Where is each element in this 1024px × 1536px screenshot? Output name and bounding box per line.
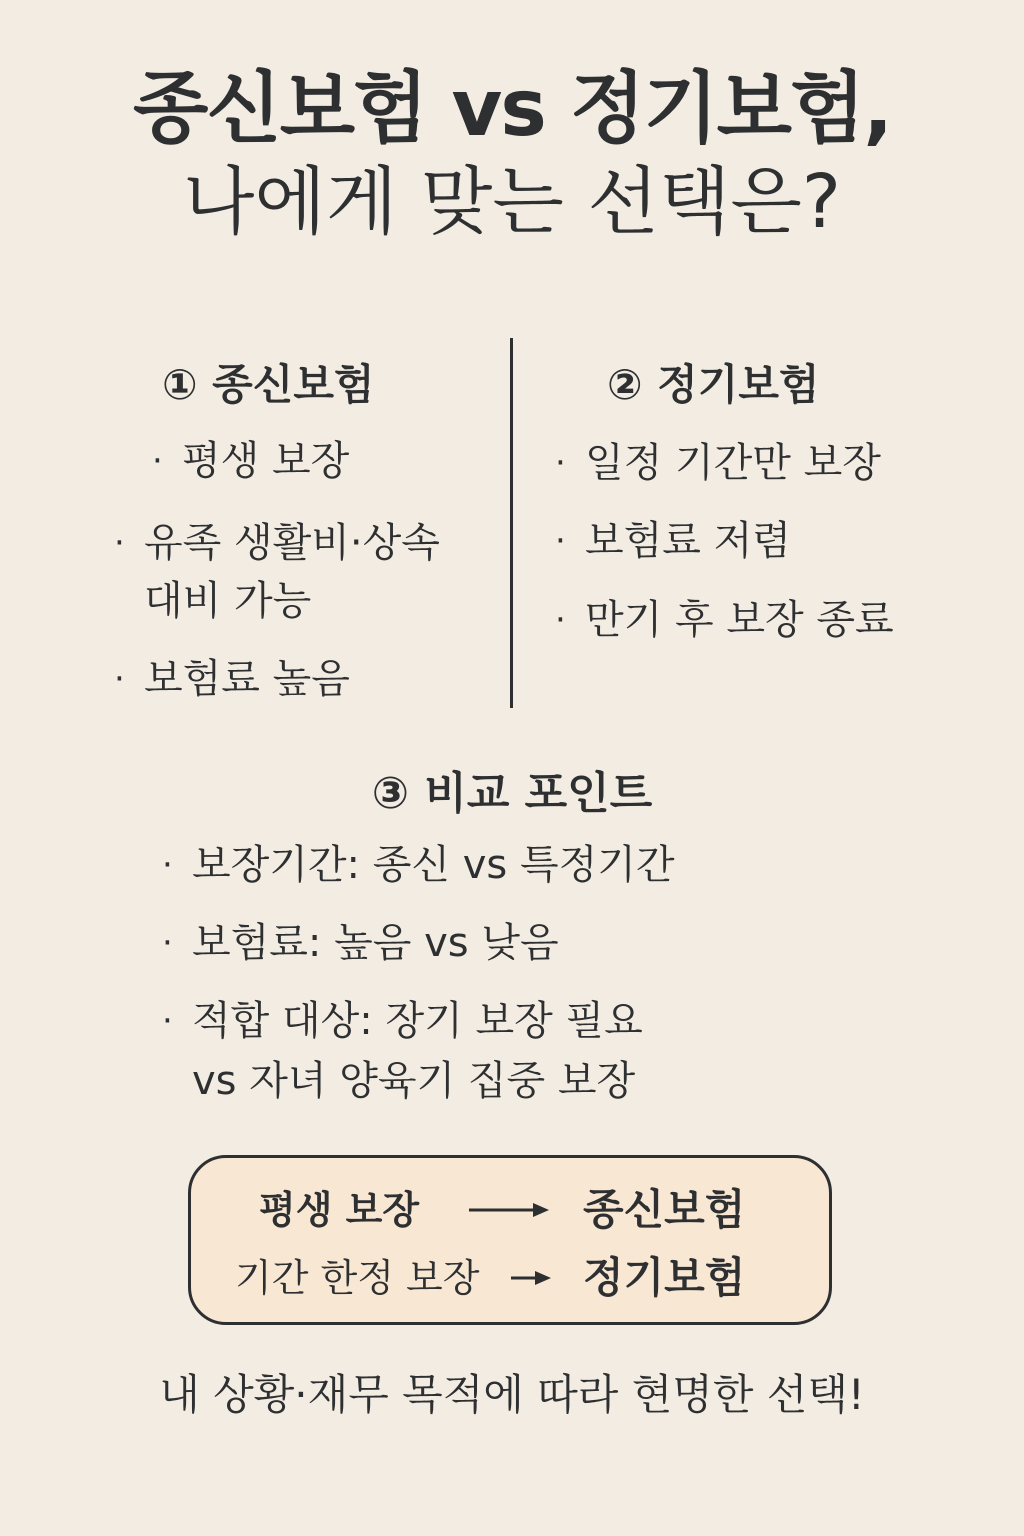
comparison-point-3 [162,992,643,1050]
bullet-text: vs 자녀 양육기 집중 보장 [192,1058,636,1104]
bullet-text: 적합 대상: 장기 보장 필요 [192,998,643,1044]
footer-tagline: 내 상황·재무 목적에 따라 현명한 선택! [159,1370,865,1419]
whole-life-bullet-2-continued [144,572,311,630]
summary-row [191,1248,835,1308]
summary-condition: 평생 보장 [259,1188,420,1232]
bullet-dot-icon: · [555,443,566,483]
bullet-dot-icon: · [162,845,173,885]
term-bullet-2 [555,512,791,570]
page-title [0,62,1024,247]
term-heading: ② 정기보험 [607,360,820,409]
summary-result: 정기보험 [583,1253,746,1302]
bullet-text: 보험료: 높음 vs 낮음 [192,920,559,966]
arrow-right-icon [509,1266,553,1290]
whole-life-bullet-3 [114,650,350,708]
bullet-dot-icon: · [114,523,125,563]
comparison-point-3-continued [192,1052,635,1110]
column-divider [510,338,513,708]
arrow-right-icon [467,1198,551,1222]
comparison-heading: ③ 비교 포인트 [371,768,653,819]
bullet-dot-icon: · [555,521,566,561]
title-line-1: 종신보험 vs 정기보험, [133,64,891,154]
comparison-point-2 [162,914,559,972]
bullet-text: 보장기간: 종신 vs 특정기간 [192,842,675,888]
bullet-text: 만기 후 보장 종료 [585,597,894,643]
bullet-dot-icon: · [162,923,173,963]
bullet-dot-icon: · [152,441,163,481]
whole-life-bullet-1 [152,432,350,490]
bullet-dot-icon: · [555,600,566,640]
whole-life-bullet-2 [114,514,440,572]
summary-result: 종신보험 [583,1185,746,1234]
summary-box [188,1155,832,1325]
bullet-text: 평생 보장 [182,438,350,484]
term-bullet-1 [555,434,881,492]
bullet-dot-icon: · [162,1001,173,1041]
bullet-text: 대비 가능 [144,578,312,624]
whole-life-heading: ① 종신보험 [162,360,375,409]
title-line-2: 나에게 맞는 선택은? [182,159,842,246]
term-bullet-3 [555,591,894,649]
bullet-text: 보험료 높음 [144,656,350,702]
summary-condition: 기간 한정 보장 [235,1256,480,1300]
comparison-point-1 [162,836,675,894]
bullet-text: 일정 기간만 보장 [585,440,881,486]
bullet-text: 보험료 저렴 [585,518,791,564]
bullet-dot-icon: · [114,659,125,699]
summary-row [191,1180,835,1240]
bullet-text: 유족 생활비·상속 [144,520,440,566]
